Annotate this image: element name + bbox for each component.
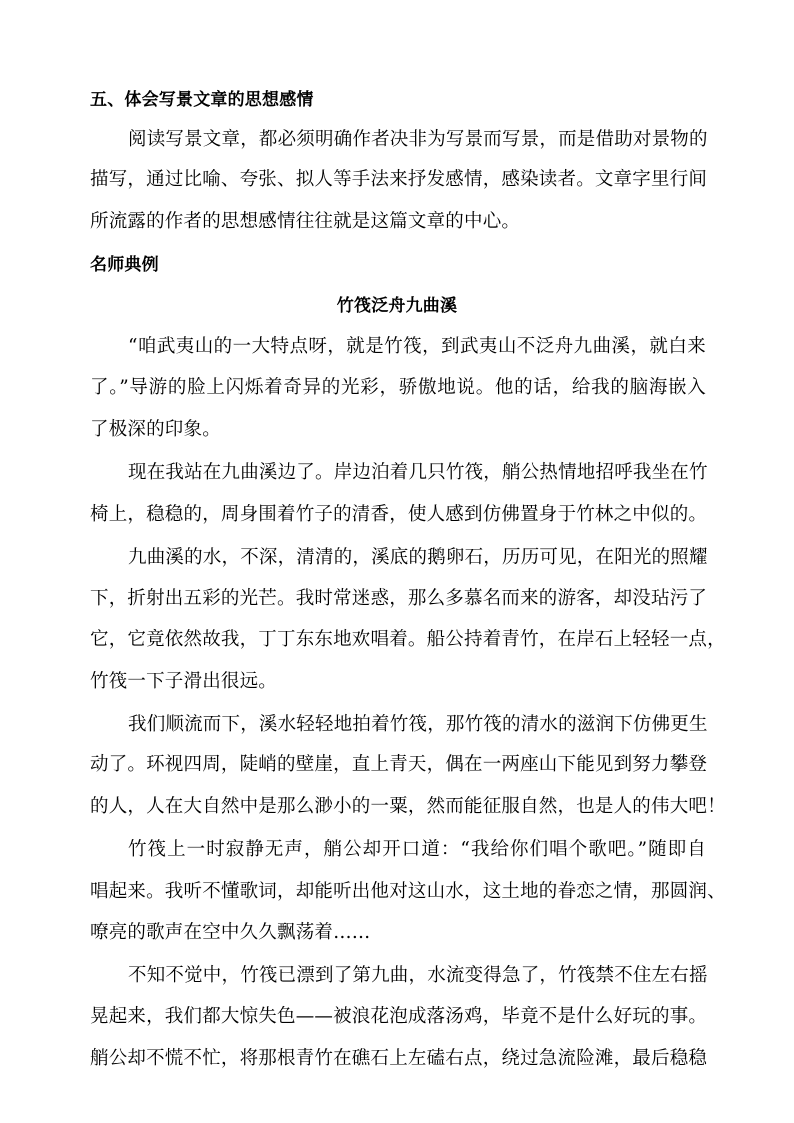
section-heading: 五、体会写景文章的思想感情 xyxy=(90,90,314,110)
paragraph-3-line-1: 九曲溪的水，不深，清清的，溪底的鹅卵石，历历可见，在阳光的照耀 xyxy=(128,547,708,568)
intro-line-1: 阅读写景文章，都必须明确作者决非为写景而写景，而是借助对景物的 xyxy=(128,129,708,150)
paragraph-6-line-3: 艄公却不慌不忙，将那根青竹在礁石上左磕右点，绕过急流险滩，最后稳稳 xyxy=(90,1048,708,1069)
paragraph-5-line-2: 唱起来。我听不懂歌词，却能听出他对这山水，这土地的眷恋之情，那圆润、 xyxy=(90,881,726,902)
paragraph-5-line-3: 嘹亮的歌声在空中久久飘荡着…… xyxy=(90,922,371,943)
paragraph-1-line-2: 了。”导游的脸上闪烁着奇异的光彩，骄傲地说。他的话，给我的脑海嵌入 xyxy=(90,377,706,398)
paragraph-3-line-4: 竹筏一下子滑出很远。 xyxy=(90,671,278,692)
intro-line-2: 描写，通过比喻、夸张、拟人等手法来抒发感情，感染读者。文章字里行间 xyxy=(90,169,708,190)
paragraph-5-line-1: 竹筏上一时寂静无声，艄公却开口道：“我给你们唱个歌吧。”随即自 xyxy=(128,839,706,860)
paragraph-3-line-2: 下，折射出五彩的光芒。我时常迷惑，那么多慕名而来的游客，却没玷污了 xyxy=(90,588,708,609)
article-title: 竹筏泛舟九曲溪 xyxy=(336,296,458,316)
paragraph-1-line-3: 了极深的印象。 xyxy=(90,419,221,440)
paragraph-2-line-1: 现在我站在九曲溪边了。岸边泊着几只竹筏，艄公热情地招呼我坐在竹 xyxy=(128,462,708,483)
paragraph-1-line-1: “咱武夷山的一大特点呀，就是竹筏，到武夷山不泛舟九曲溪，就白来 xyxy=(128,336,706,357)
paragraph-4-line-3: 的人，人在大自然中是那么渺小的一粟，然而能征服自然，也是人的伟大吧！ xyxy=(90,796,726,817)
paragraph-3-line-3: 它，它竟依然故我，丁丁东东地欢唱着。船公持着青竹，在岸石上轻轻一点， xyxy=(90,629,726,650)
paragraph-2-line-2: 椅上，稳稳的，周身围着竹子的清香，使人感到仿佛置身于竹林之中似的。 xyxy=(90,504,708,525)
paragraph-4-line-2: 动了。环视四周，陡峭的壁崖，直上青天，偶在一两座山下能见到努力攀登 xyxy=(90,754,708,775)
intro-line-3: 所流露的作者的思想感情往往就是这篇文章的中心。 xyxy=(90,211,521,232)
example-label: 名师典例 xyxy=(90,255,159,275)
paragraph-6-line-2: 晃起来，我们都大惊失色——被浪花泡成落汤鸡，毕竟不是什么好玩的事。 xyxy=(90,1006,708,1027)
paragraph-4-line-1: 我们顺流而下，溪水轻轻地拍着竹筏，那竹筏的清水的滋润下仿佛更生 xyxy=(128,714,708,735)
paragraph-6-line-1: 不知不觉中，竹筏已漂到了第九曲，水流变得急了，竹筏禁不住左右摇 xyxy=(128,965,708,986)
